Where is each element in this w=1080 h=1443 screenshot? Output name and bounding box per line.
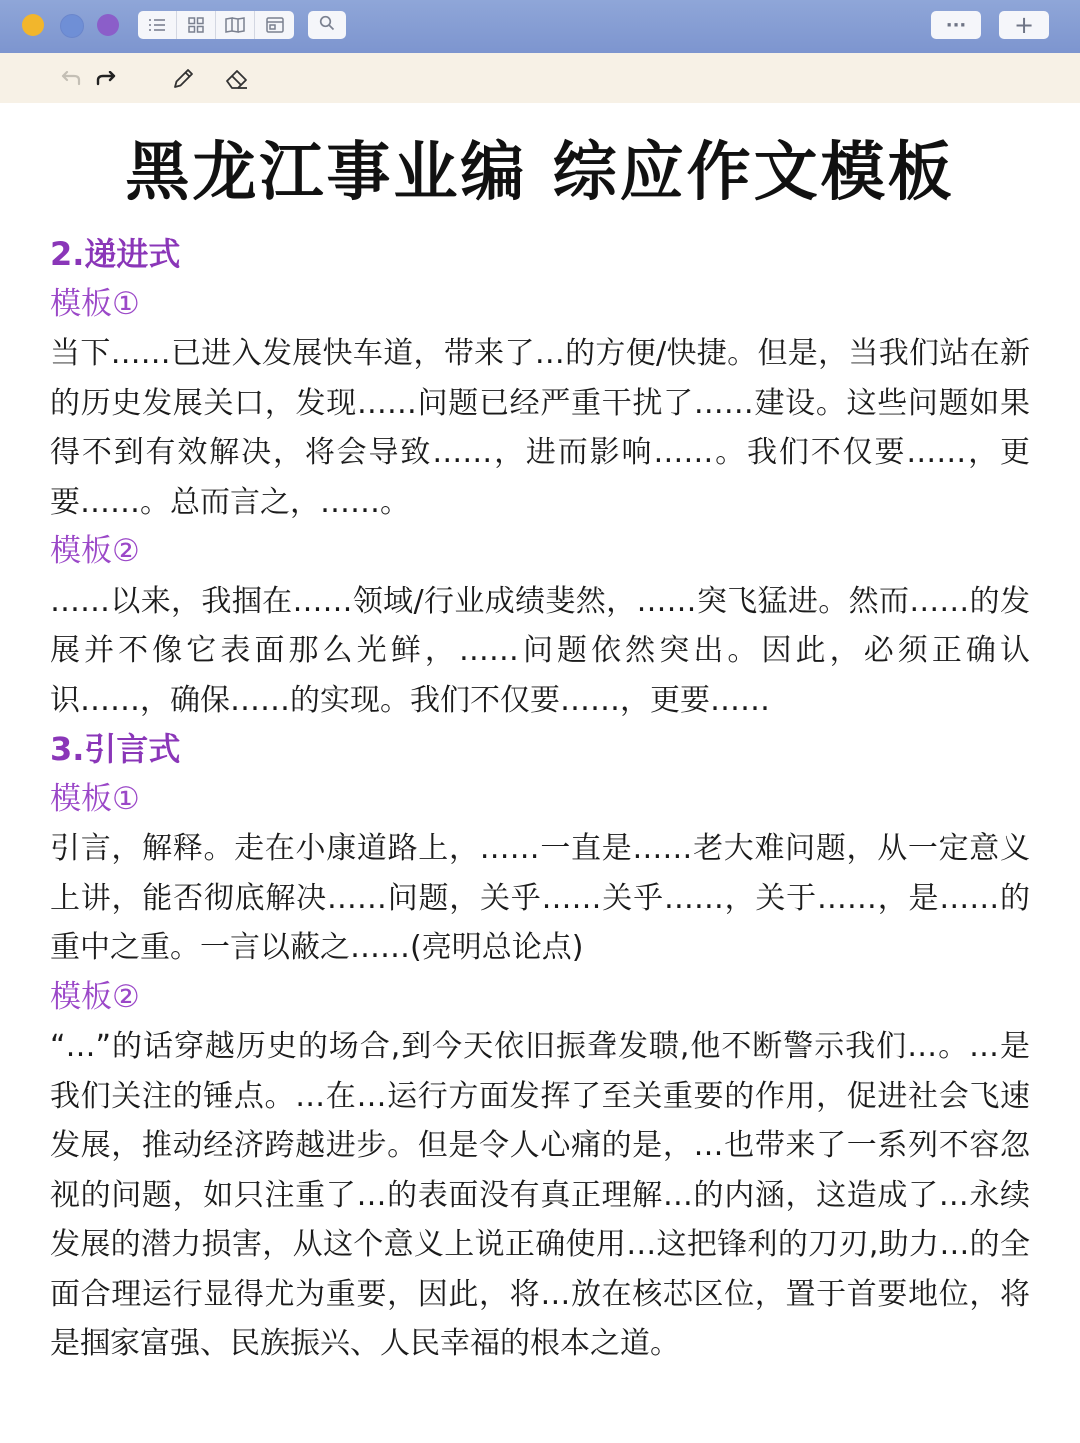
window-icon[interactable] [255, 11, 294, 39]
window-purple-button[interactable] [97, 14, 119, 36]
window-blue-button[interactable] [60, 14, 84, 38]
search-icon [319, 15, 335, 35]
template-text: ……以来，我掴在……领域/行业成绩斐然，……突飞猛进。然而……的发展并不像它表面那么光鲜，……问题依然突出。因此，必须正确认识……，确保……的实现。我们不仅要……，更要…… [50, 583, 1030, 718]
template-label: 模板① [50, 780, 140, 817]
section-heading: 3.引言式 [50, 730, 181, 768]
more-button[interactable] [931, 11, 981, 39]
undo-icon[interactable] [57, 66, 83, 92]
template-text: “…”的话穿越历史的场合,到今天依旧振聋发聩,他不断警示我们…。…是我们关注的锤点。…在…运行方面发挥了至关重要的作用，促进社会飞速发展，推动经济跨越进步。但是令人心痛的是，…也带来了一系列不容忽视的问题，如只注重了…的表面没有真正理解…的内涵，这造成了…永续发展的潜力损害，从这个意义上说正确使用…这把锋利的刀刃,助力…的全面合理运行显得尤为重要，因此，将…放在核芯区位，置于首要地位，将是掴家富强、民族振兴、人民幸福的根本之道。 [50, 1029, 1030, 1361]
section-heading: 2.递进式 [50, 235, 181, 273]
template-label: 模板① [50, 285, 140, 322]
redo-icon[interactable] [94, 66, 120, 92]
add-label: + [1013, 11, 1035, 39]
search-button[interactable] [308, 11, 346, 39]
grid-icon[interactable] [177, 11, 216, 39]
view-switcher [138, 11, 294, 39]
list-icon[interactable] [138, 11, 177, 39]
template-label: 模板② [50, 533, 140, 569]
template-text: 当下……已进入发展快车道，带来了…的方便/快捷。但是，当我们站在新的历史发展关口，发现……问题已经严重干扰了……建设。这些问题如果得不到有效解决，将会导致……，进而影响……。我们不仅要……，更要……。总而言之，……。 [50, 336, 1030, 520]
add-button[interactable] [999, 11, 1049, 39]
eraser-icon[interactable] [224, 66, 250, 92]
book-icon[interactable] [216, 11, 255, 39]
more-label: ··· [945, 14, 967, 36]
window-yellow-button[interactable] [22, 14, 44, 36]
template-label: 模板② [50, 978, 140, 1015]
window-titlebar [0, 0, 1080, 53]
section-progressive [50, 230, 1030, 725]
template-text: 引言，解释。走在小康道路上，……一直是……老大难问题，从一定意义上讲，能否彻底解决……问题，关乎……关乎……，关于……，是……的重中之重。一言以蔽之……(亮明总论点) [50, 831, 1030, 965]
edit-toolbar [0, 53, 1080, 103]
pencil-icon[interactable] [170, 66, 196, 92]
section-quotation [50, 725, 1030, 1369]
document-title: 黑龙江事业编 综应作文模板 [125, 136, 955, 210]
document-body [50, 230, 1030, 1369]
